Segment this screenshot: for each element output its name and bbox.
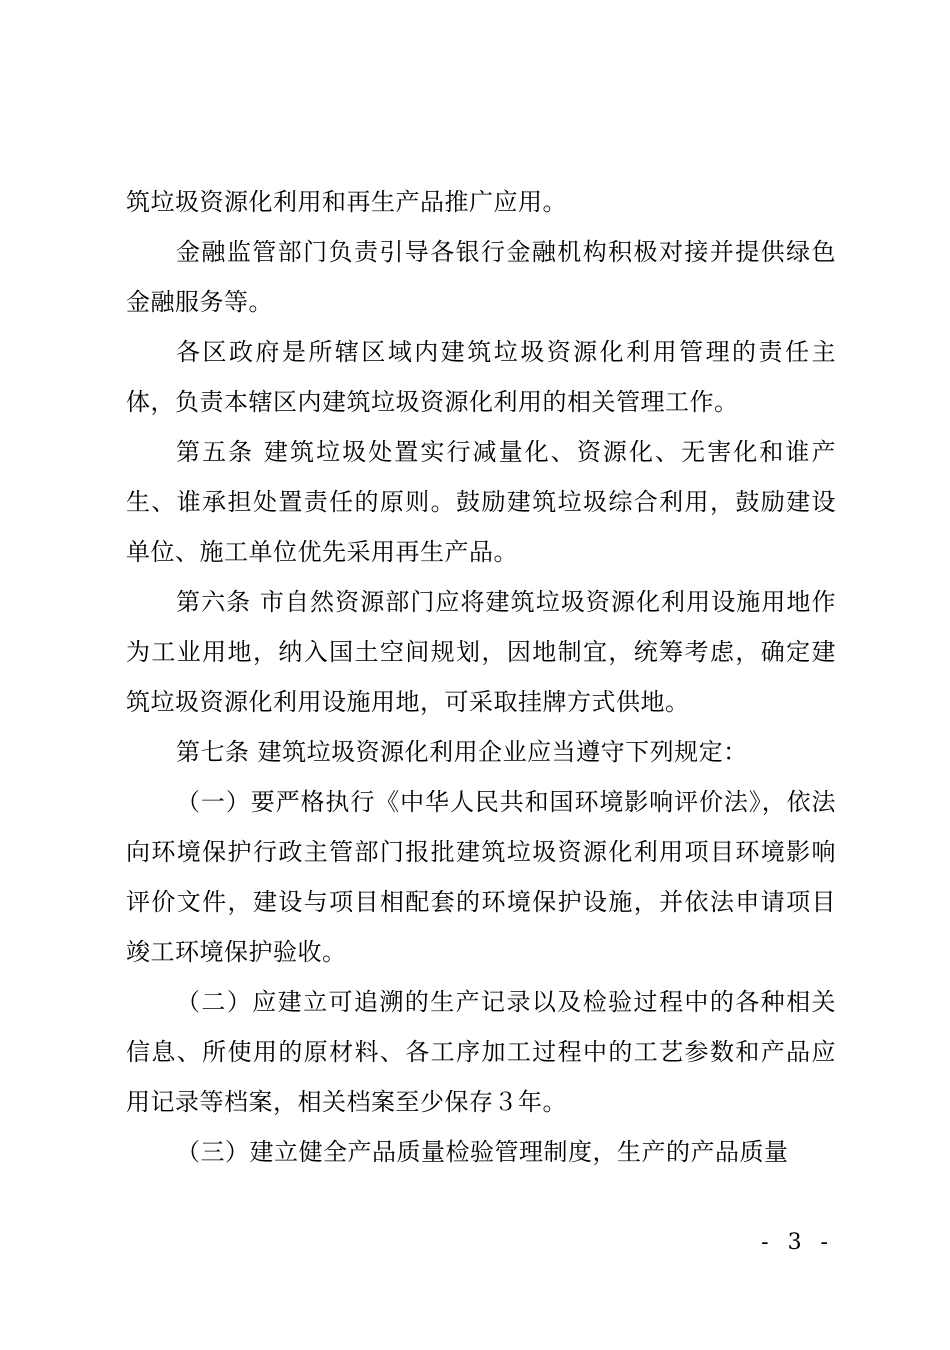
paragraph-article-7: 第七条 建筑垃圾资源化利用企业应当遵守下列规定： (176, 738, 748, 766)
paragraph-financial-regulation: 金融监管部门负责引导各银行金融机构积极对接并提供绿色金融服务等。 (126, 238, 836, 316)
paragraph-item-1: （一）要严格执行《中华人民共和国环境影响评价法》，依法向环境保护行政主管部门报批建筑垃圾资源化利用项目环境影响评价文件，建设与项目相配套的环境保护设施，并依法申请项目竣工环境保护验收。 (126, 788, 836, 966)
paragraph-continuation: 筑垃圾资源化利用和再生产品推广应用。 (126, 188, 567, 216)
paragraph-district-government: 各区政府是所辖区域内建筑垃圾资源化利用管理的责任主体，负责本辖区内建筑垃圾资源化利用的相关管理工作。 (126, 338, 836, 416)
page-number: - 3 - (761, 1230, 834, 1255)
paragraph-article-5: 第五条 建筑垃圾处置实行减量化、资源化、无害化和谁产生、谁承担处置责任的原则。鼓励建筑垃圾综合利用，鼓励建设单位、施工单位优先采用再生产品。 (126, 438, 836, 566)
document-body (126, 177, 836, 1177)
paragraph-item-2: （二）应建立可追溯的生产记录以及检验过程中的各种相关信息、所使用的原材料、各工序加工过程中的工艺参数和产品应用记录等档案，相关档案至少保存３年。 (126, 988, 836, 1116)
paragraph-article-6: 第六条 市自然资源部门应将建筑垃圾资源化利用设施用地作为工业用地，纳入国土空间规划，因地制宜，统筹考虑，确定建筑垃圾资源化利用设施用地，可采取挂牌方式供地。 (126, 588, 836, 716)
paragraph-item-3: （三）建立健全产品质量检验管理制度，生产的产品质量 (176, 1138, 789, 1166)
